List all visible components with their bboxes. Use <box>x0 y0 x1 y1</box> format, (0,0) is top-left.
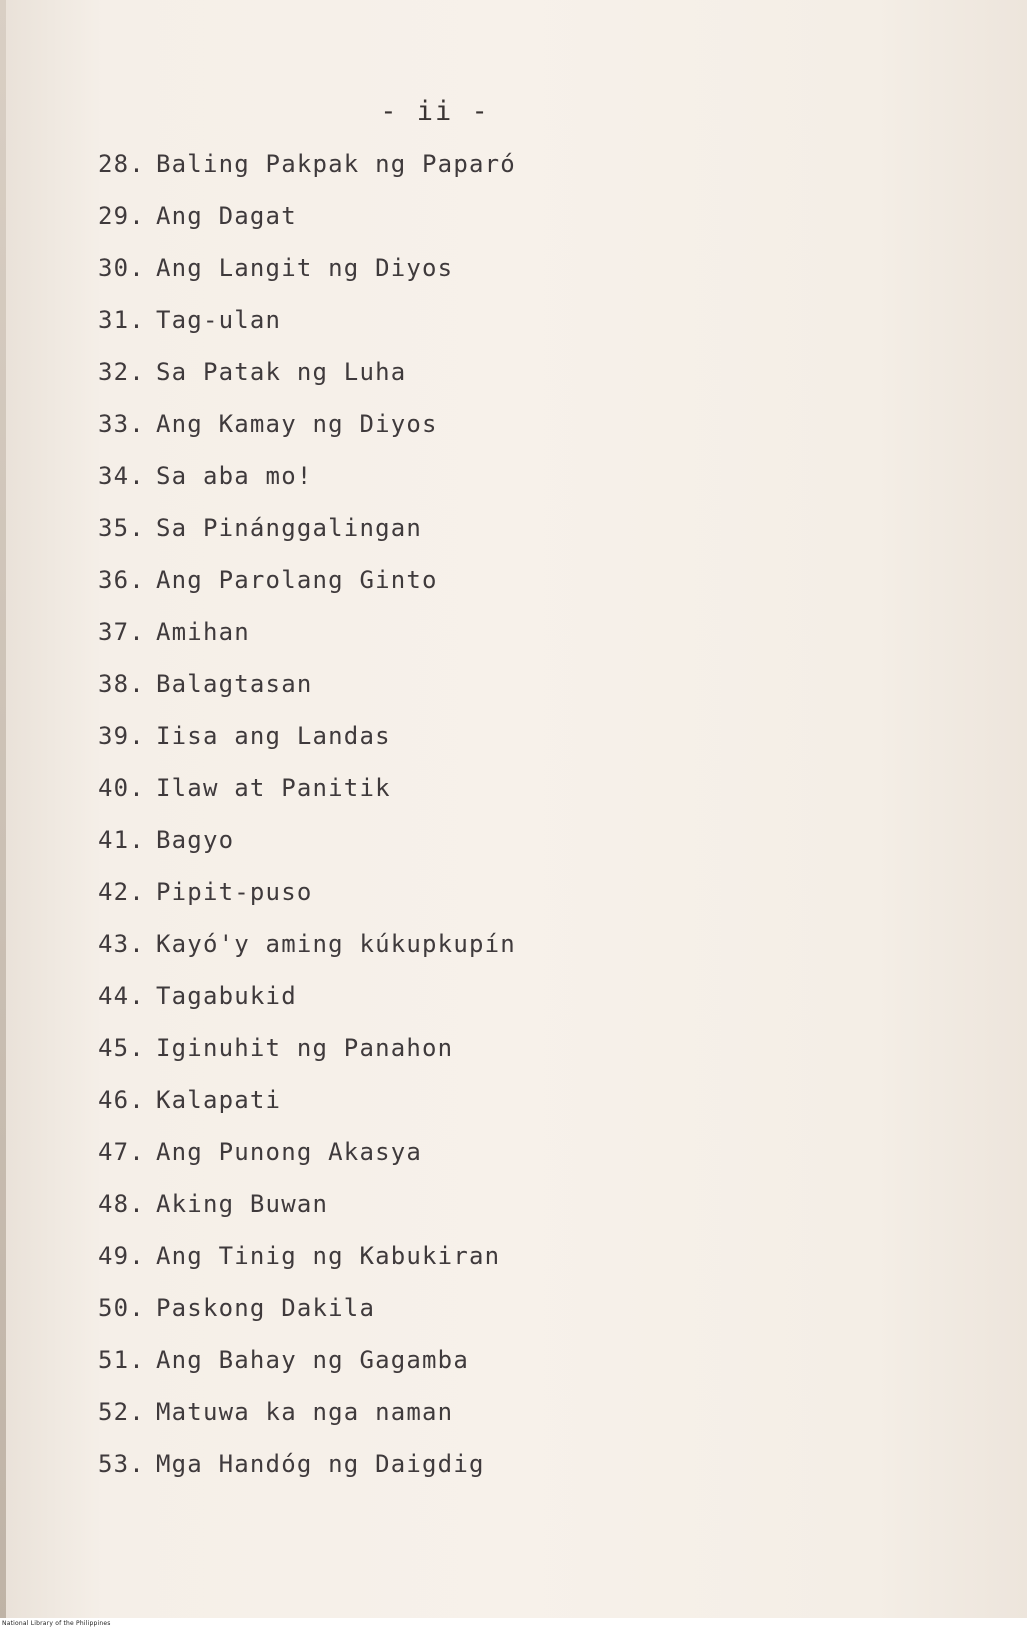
toc-entry-number: 53. <box>98 1450 145 1478</box>
toc-entry-title: Paskong Dakila <box>156 1294 376 1322</box>
toc-entry <box>98 930 516 982</box>
toc-entry-number: 46. <box>98 1086 145 1114</box>
toc-entry-title: Ilaw at Panitik <box>156 774 391 802</box>
toc-entry-number: 37. <box>98 618 145 646</box>
toc-entry <box>98 982 516 1034</box>
toc-entry-number: 31. <box>98 306 145 334</box>
toc-entry-number: 36. <box>98 566 145 594</box>
toc-entry-title: Tag-ulan <box>156 306 282 334</box>
toc-entry-title: Baling Pakpak ng Paparó <box>156 150 516 178</box>
toc-entry <box>98 1450 516 1502</box>
toc-entry <box>98 1242 516 1294</box>
toc-entry <box>98 618 516 670</box>
toc-entry <box>98 826 516 878</box>
toc-entry-number: 30. <box>98 254 145 282</box>
page-edge-shadow <box>0 0 6 1628</box>
toc-entry-title: Ang Punong Akasya <box>156 1138 423 1166</box>
toc-entry <box>98 306 516 358</box>
toc-entry-number: 41. <box>98 826 145 854</box>
toc-entry-title: Bagyo <box>156 826 235 854</box>
toc-entry <box>98 410 516 462</box>
toc-entry-title: Kalapati <box>156 1086 282 1114</box>
toc-entry-title: Sa aba mo! <box>156 462 313 490</box>
toc-entry-number: 40. <box>98 774 145 802</box>
toc-entry-number: 38. <box>98 670 145 698</box>
toc-entry-title: Ang Dagat <box>156 202 297 230</box>
toc-entry-title: Ang Kamay ng Diyos <box>156 410 438 438</box>
toc-entry-title: Sa Pinánggalingan <box>156 514 423 542</box>
toc-entry-title: Ang Langit ng Diyos <box>156 254 454 282</box>
toc-entry-title: Balagtasan <box>156 670 313 698</box>
toc-entry-title: Iisa ang Landas <box>156 722 391 750</box>
toc-entry-title: Ang Parolang Ginto <box>156 566 438 594</box>
toc-entry <box>98 358 516 410</box>
toc-entry-number: 49. <box>98 1242 145 1270</box>
toc-entry-title: Ang Bahay ng Gagamba <box>156 1346 469 1374</box>
toc-entry-number: 33. <box>98 410 145 438</box>
toc-entry-number: 34. <box>98 462 145 490</box>
toc-entry-title: Kayó'y aming kúkupkupín <box>156 930 516 958</box>
toc-entry <box>98 1294 516 1346</box>
toc-entry-number: 43. <box>98 930 145 958</box>
toc-entry <box>98 1398 516 1450</box>
toc-entry-number: 47. <box>98 1138 145 1166</box>
toc-entry <box>98 1190 516 1242</box>
toc-entry <box>98 202 516 254</box>
toc-entry <box>98 1138 516 1190</box>
toc-entry-title: Sa Patak ng Luha <box>156 358 407 386</box>
toc-entry <box>98 254 516 306</box>
toc-entry <box>98 670 516 722</box>
toc-entry-number: 39. <box>98 722 145 750</box>
toc-entry-title: Mga Handóg ng Daigdig <box>156 1450 485 1478</box>
toc-entry <box>98 1034 516 1086</box>
toc-entry-number: 51. <box>98 1346 145 1374</box>
toc-entry-number: 52. <box>98 1398 145 1426</box>
toc-entry <box>98 566 516 618</box>
toc-entry <box>98 514 516 566</box>
page-number: - ii - <box>380 96 490 127</box>
toc-entry-number: 28. <box>98 150 145 178</box>
toc-entry-title: Matuwa ka nga naman <box>156 1398 454 1426</box>
toc-entry-number: 44. <box>98 982 145 1010</box>
toc-entry-title: Iginuhit ng Panahon <box>156 1034 454 1062</box>
toc-entry-number: 32. <box>98 358 145 386</box>
footer-credit: National Library of the Philippines <box>2 1620 111 1627</box>
toc-entry-number: 50. <box>98 1294 145 1322</box>
toc-entry-number: 48. <box>98 1190 145 1218</box>
toc-entry <box>98 462 516 514</box>
toc-entry <box>98 774 516 826</box>
toc-entry-title: Aking Buwan <box>156 1190 329 1218</box>
toc-entry <box>98 878 516 930</box>
toc-entry-number: 35. <box>98 514 145 542</box>
toc-entry <box>98 1346 516 1398</box>
toc-entry-title: Amihan <box>156 618 250 646</box>
toc-entry-number: 45. <box>98 1034 145 1062</box>
toc-entry-title: Pipit-puso <box>156 878 313 906</box>
toc-entry-number: 42. <box>98 878 145 906</box>
toc-entry-number: 29. <box>98 202 145 230</box>
toc-entry <box>98 1086 516 1138</box>
toc-entry <box>98 150 516 202</box>
scan-bottom-band <box>0 1618 1027 1628</box>
table-of-contents <box>98 150 516 1502</box>
toc-entry <box>98 722 516 774</box>
toc-entry-title: Ang Tinig ng Kabukiran <box>156 1242 501 1270</box>
toc-entry-title: Tagabukid <box>156 982 297 1010</box>
